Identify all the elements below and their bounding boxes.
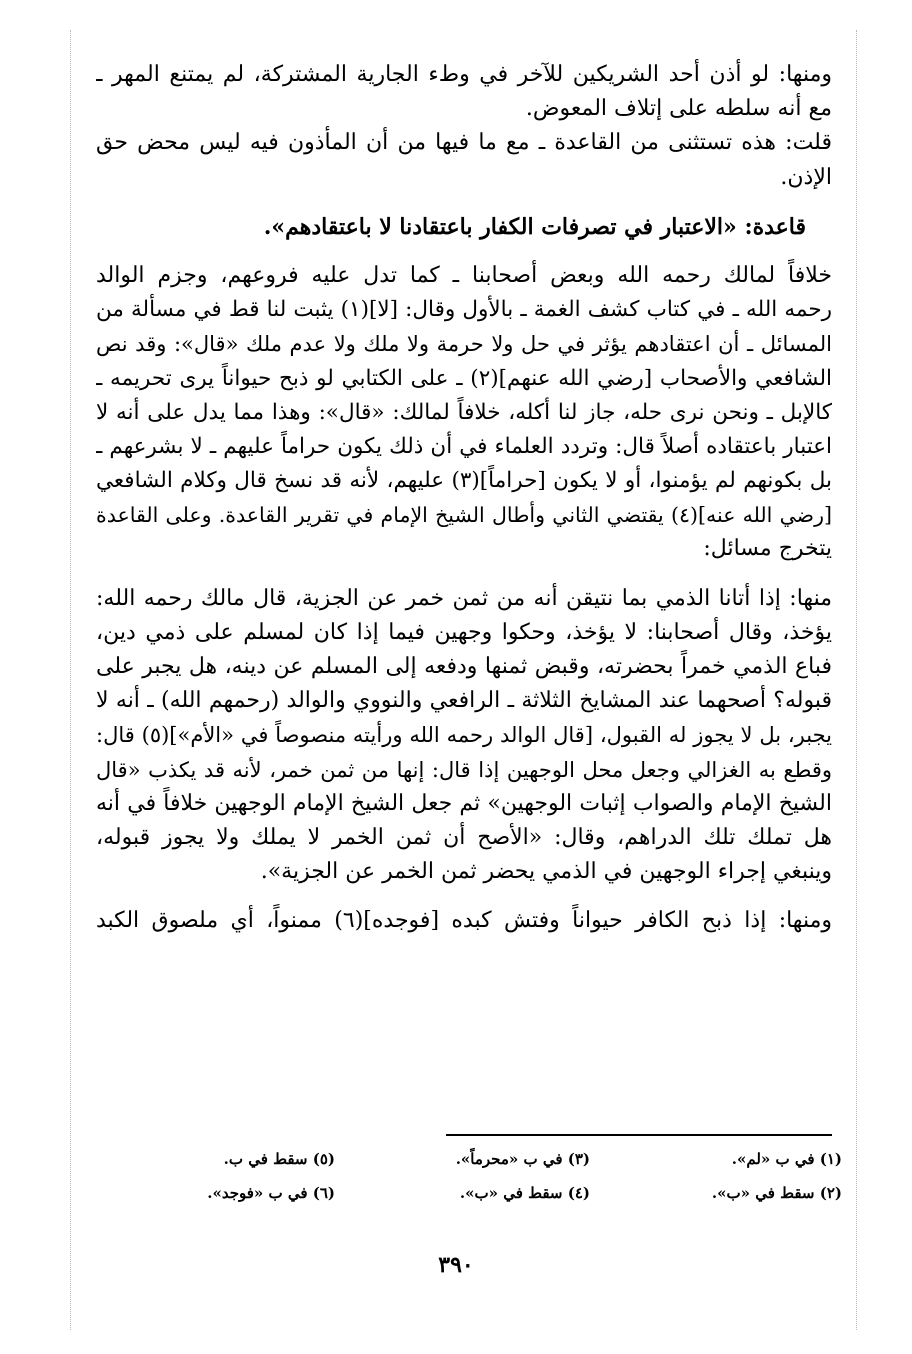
text-line: فباع الذمي خمراً بحضرته، وقبض ثمنها ودفعه إلى المسلم عن دينه، هل يجبر على (96, 654, 832, 679)
page-number: ٣٩٠ (438, 1252, 474, 1278)
scan-margin-dots-right (856, 30, 857, 1330)
text-line: الإذن. (780, 164, 832, 190)
text-line: هل تملك تلك الدراهم، وقال: «الأصح أن ثمن الخمر لا يملك ولا يجوز قبوله، (96, 824, 832, 850)
text-line: خلافاً لمالك رحمه الله وبعض أصحابنا ـ كما تدل عليه فروعهم، وجزم الوالد (96, 262, 832, 288)
footnote-1: (١) في ب «لم». (731, 1150, 842, 1168)
text-line: الشيخ الإمام والصواب إثبات الوجهين» ثم جعل الشيخ الإمام الوجهين خلافاً في أنه (96, 790, 832, 816)
text-line: الشافعي والأصحاب [رضي الله عنهم](٢) ـ على الكتابي لو ذبح حيواناً يرى تحريمه ـ (96, 365, 832, 391)
text-line: مع أنه سلطه على إتلاف المعوض. (525, 96, 832, 122)
footnote-6: (٦) في ب «فوجد». (207, 1184, 335, 1202)
footnote-3: (٣) في ب «محرماً». (455, 1150, 590, 1168)
text-line: وينبغي إجراء الوجهين في الذمي يحضر ثمن الخمر عن الجزية». (260, 859, 832, 885)
footnote-4: (٤) سقط في «ب». (459, 1184, 590, 1202)
rule-heading: قاعدة: «الاعتبار في تصرفات الكفار باعتقادنا لا باعتقادهم». (263, 213, 806, 240)
footnote-5: (٥) سقط في ب. (223, 1150, 335, 1168)
text-line: بل بكونهم لم يؤمنوا، أو لا يكون [حراماً](٣) عليهم، لأنه قد نسخ قال وكلام الشافعي (96, 468, 832, 494)
text-line: كالإبل ـ ونحن نرى حله، جاز لنا أكله، خلافاً لمالك: «قال»: وهذا مما يدل على أنه لا (96, 399, 832, 425)
text-line: [رضي الله عنه](٤) يقتضي الثاني وأطال الشيخ الإمام في تقرير القاعدة. وعلى القاعدة (96, 503, 832, 528)
text-line: المسائل ـ أن اعتقادهم يؤثر في حل ولا حرمة ولا ملك ولا عدم ملك «قال»: وقد نص (96, 332, 832, 357)
text-line: قبوله؟ أصحهما عند المشايخ الثلاثة ـ الرافعي والنووي والوالد (رحمهم الله) ـ أنه لا (96, 688, 832, 714)
text-line: اعتبار باعتقاده أصلاً قال: وتردد العلماء في أن ذلك يكون حراماً عليهم ـ لا بشرعهم ـ (96, 433, 832, 459)
footnote-2: (٢) سقط في «ب». (711, 1184, 842, 1202)
text-line: منها: إذا أتانا الذمي بما نتيقن أنه من ثمن خمر عن الجزية، قال مالك رحمه الله: (96, 585, 832, 611)
text-line: قلت: هذه تستثنى من القاعدة ـ مع ما فيها من أن المأذون فيه ليس محض حق (96, 130, 832, 156)
text-line: يتخرج مسائل: (703, 536, 832, 562)
footnote-rule (446, 1134, 832, 1136)
main-text (96, 58, 832, 939)
text-line: يجبر، بل لا يجوز له القبول، [قال الوالد رحمه الله ورأيته منصوصاً في «الأم»](٥) قال: (96, 723, 832, 748)
text-line: يؤخذ، وقال أصحابنا: لا يؤخذ، وحكوا وجهين فيما إذا كان لمسلم على ذمي دين، (96, 619, 832, 645)
text-line: ومنها: لو أذن أحد الشريكين للآخر في وطء الجارية المشتركة، لم يمتنع المهر ـ (96, 62, 832, 87)
text-line: وقطع به الغزالي وجعل محل الوجهين إذا قال: إنها من ثمن خمر، لأنه قد يكذب «قال (96, 757, 832, 782)
text-line: رحمه الله ـ في كتاب كشف الغمة ـ بالأول وقال: [لا](١) يثبت لنا قط في مسألة من (96, 297, 832, 323)
text-line: ومنها: إذا ذبح الكافر حيواناً وفتش كبده [فوجده](٦) ممنواً، أي ملصوق الكبد (96, 908, 832, 934)
scan-margin-dots-left (70, 30, 71, 1330)
footnotes (96, 1150, 842, 1220)
